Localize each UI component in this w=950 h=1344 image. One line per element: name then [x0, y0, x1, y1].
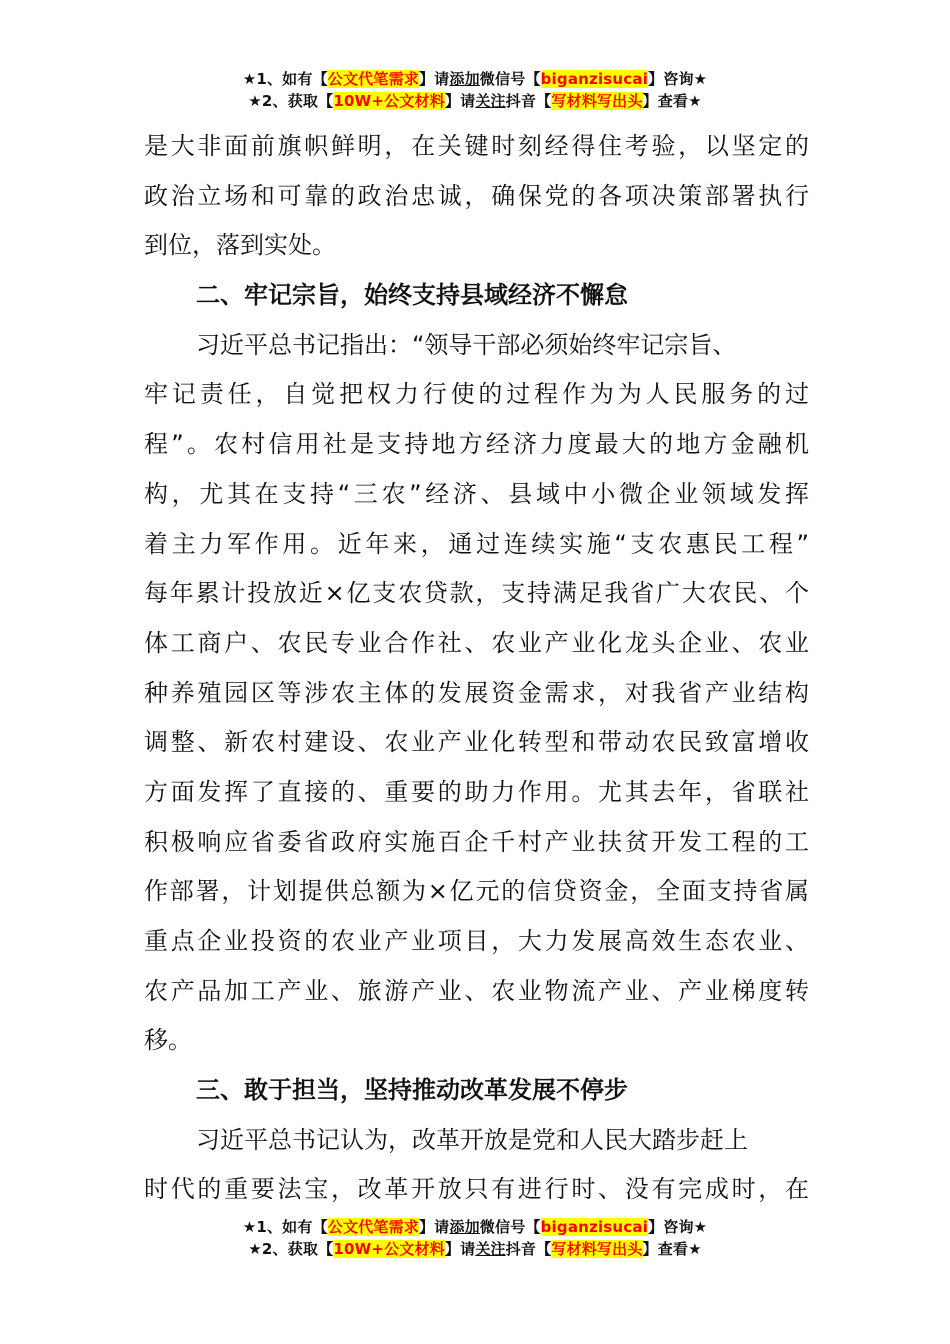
body-line: 方面发挥了直接的、重要的助力作用。尤其去年，省联社 [144, 777, 809, 806]
body-line: 习近平总书记认为，改革开放是党和人民大踏步赶上 [196, 1125, 748, 1154]
highlight-materials: 10W+公文材料 [333, 1240, 445, 1258]
promo-line-1: ★1、如有【公文代笔需求】请添加微信号【biganzisucai】咨询★ [242, 1218, 708, 1236]
body-line: 农产品加工产业、旅游产业、农业物流产业、产业梯度转 [144, 976, 809, 1005]
body-line: 政治立场和可靠的政治忠诚，确保党的各项决策部署执行 [144, 181, 809, 210]
body-line: 重点企业投资的农业产业项目，大力发展高效生态农业、 [144, 927, 809, 955]
body-line: 程”。农村信用社是支持地方经济力度最大的地方金融机 [144, 430, 809, 459]
body-line: 调整、新农村建设、农业产业化转型和带动农民致富增收 [144, 728, 809, 757]
promo-banner-bottom [0, 1216, 950, 1260]
promo-line-2: ★2、获取【10W+公文材料】请关注抖音【写材料写出头】查看★ [248, 92, 702, 110]
body-line: 移。 [144, 1026, 192, 1055]
promo-line-2: ★2、获取【10W+公文材料】请关注抖音【写材料写出头】查看★ [248, 1240, 702, 1258]
highlight-service: 公文代笔需求 [327, 1218, 419, 1236]
section-heading-3: 三、敢于担当，坚持推动改革发展不停步 [196, 1076, 628, 1105]
body-line: 作部署，计划提供总额为×亿元的信贷资金，全面支持省属 [144, 877, 809, 906]
body-line: 是大非面前旗帜鲜明，在关键时刻经得住考验，以坚定的 [144, 132, 809, 160]
highlight-wechat-id: biganzisucai [540, 70, 649, 88]
body-line: 体工商户、农民专业合作社、农业产业化龙头企业、农业 [144, 628, 809, 657]
highlight-douyin-account: 写材料写出头 [551, 1240, 643, 1258]
body-line: 时代的重要法宝，改革开放只有进行时、没有完成时，在 [144, 1175, 809, 1204]
body-line: 到位，落到实处。 [144, 231, 336, 260]
document-body [144, 122, 809, 1215]
body-line: 习近平总书记指出：“领导干部必须始终牢记宗旨、 [196, 330, 737, 359]
highlight-douyin-account: 写材料写出头 [551, 92, 643, 110]
section-heading-2: 二、牢记宗旨，始终支持县域经济不懈怠 [196, 281, 628, 310]
highlight-wechat-id: biganzisucai [540, 1218, 649, 1236]
body-line: 牢记责任，自觉把权力行使的过程作为为人民服务的过 [144, 380, 809, 409]
promo-line-1: ★1、如有【公文代笔需求】请添加微信号【biganzisucai】咨询★ [242, 70, 708, 88]
body-line: 着主力军作用。近年来，通过连续实施“支农惠民工程” [144, 529, 809, 558]
body-line: 积极响应省委省政府实施百企千村产业扶贫开发工程的工 [144, 827, 809, 856]
body-line: 每年累计投放近×亿支农贷款，支持满足我省广大农民、个 [144, 579, 809, 608]
body-line: 构，尤其在支持“三农”经济、县域中小微企业领域发挥 [144, 479, 809, 508]
highlight-materials: 10W+公文材料 [333, 92, 445, 110]
promo-banner-top [0, 68, 950, 112]
highlight-service: 公文代笔需求 [327, 70, 419, 88]
body-line: 种养殖园区等涉农主体的发展资金需求，对我省产业结构 [144, 678, 809, 707]
